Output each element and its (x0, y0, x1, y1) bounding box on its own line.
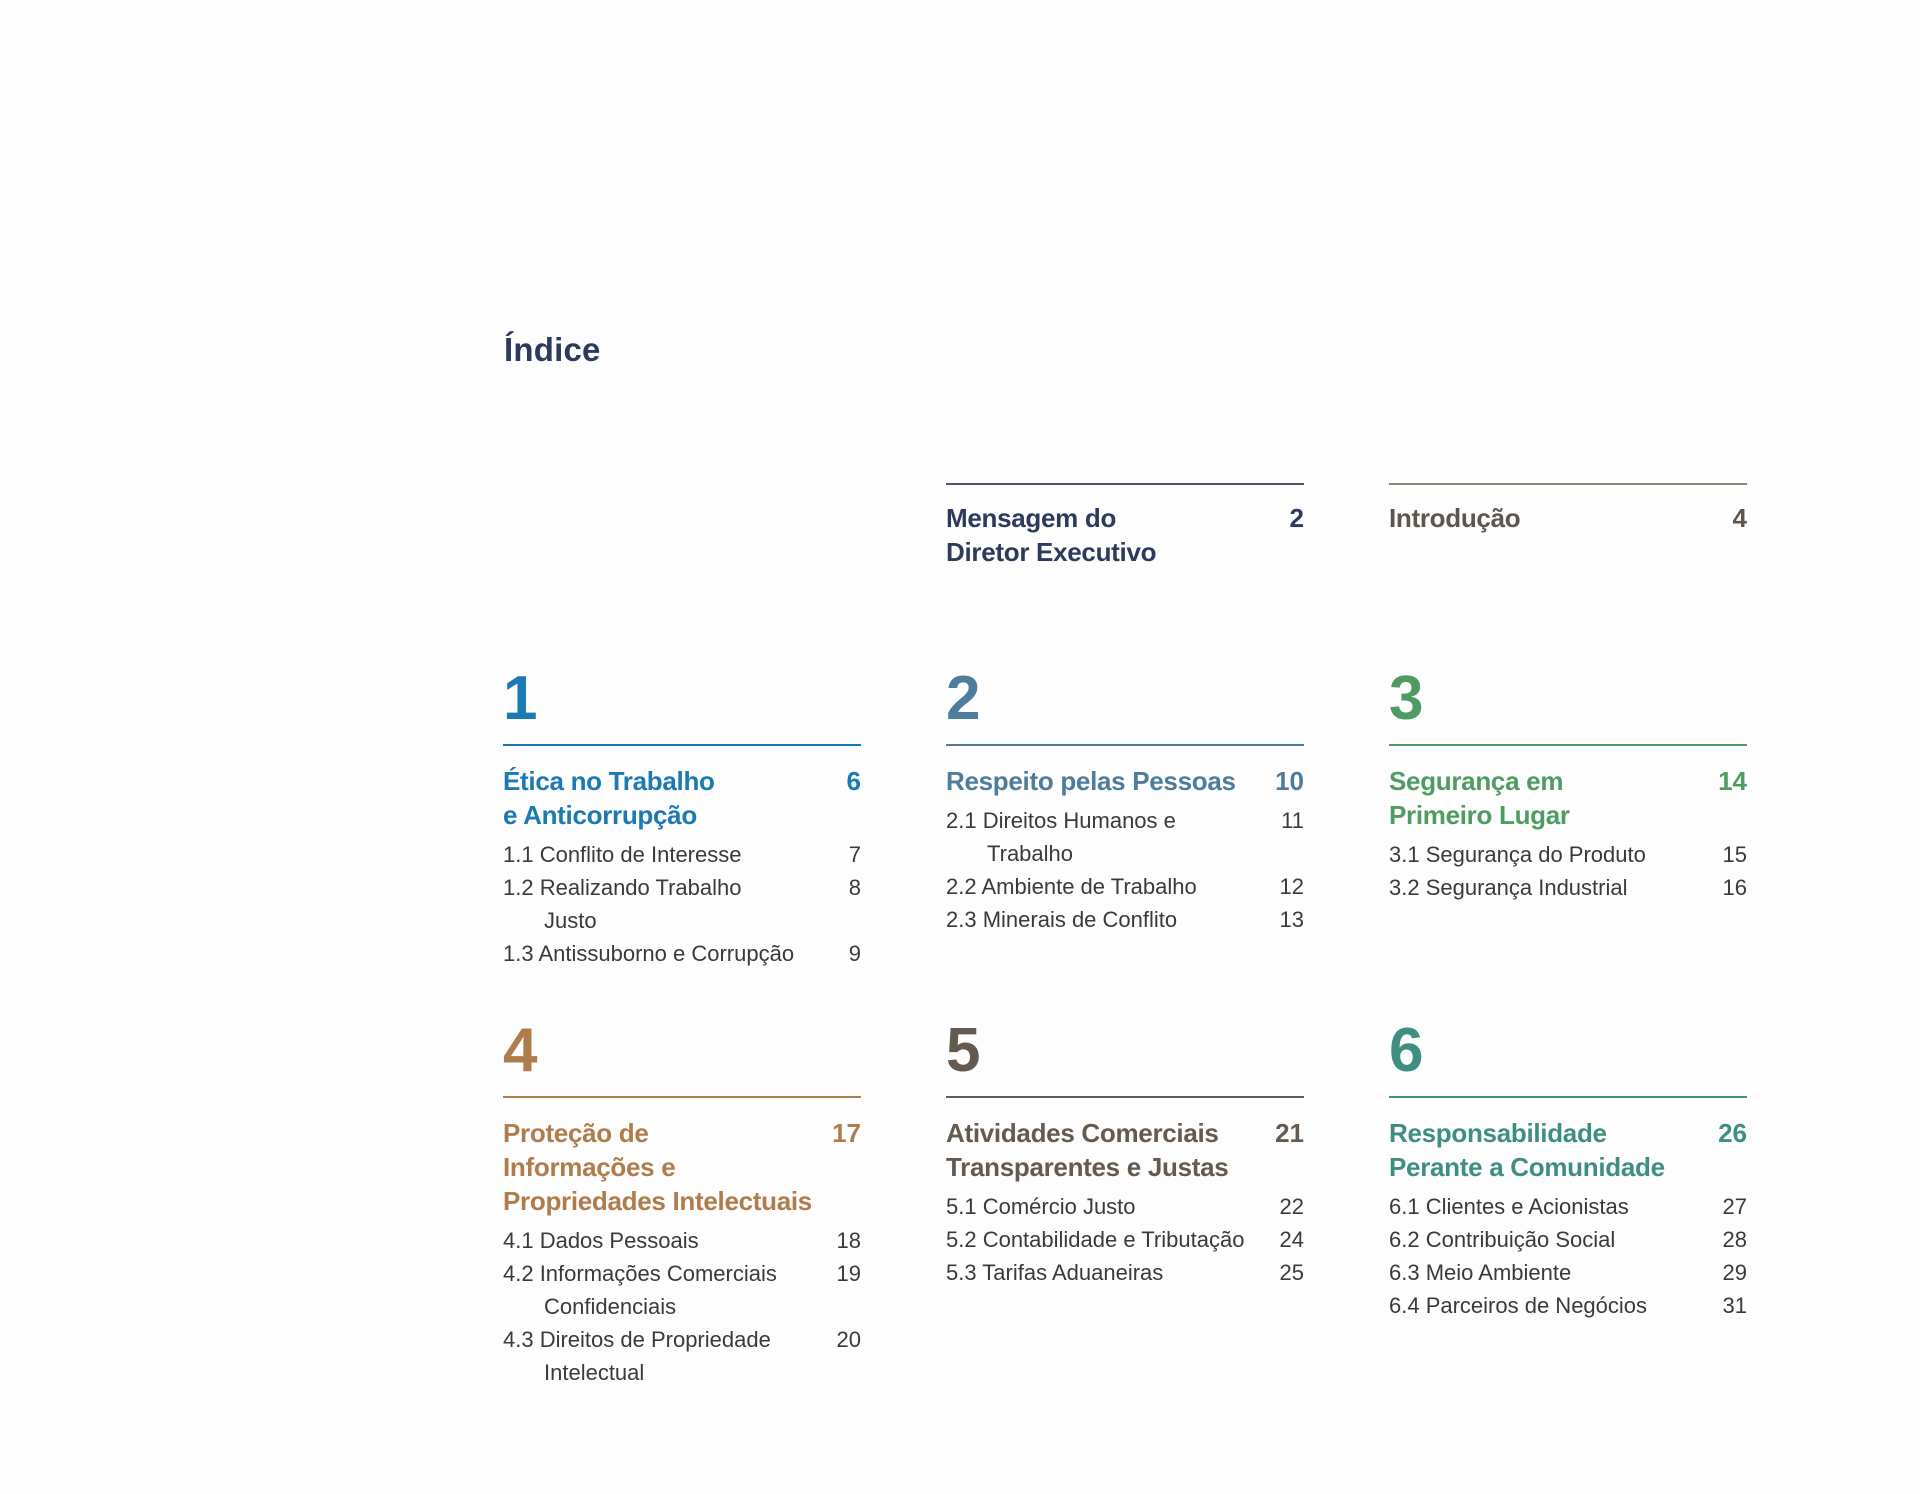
toc-item-title: 2.3 Minerais de Conflito (946, 907, 1178, 932)
toc-section-1 (503, 664, 861, 970)
section-title: Informações e (503, 1152, 676, 1182)
toc-section-6 (1389, 1016, 1747, 1322)
toc-item-page-number: 29 (1722, 1260, 1747, 1285)
entry-title: Diretor Executivo (946, 537, 1157, 567)
toc-item-page-number: 20 (836, 1327, 861, 1352)
toc-item-page-number: 31 (1722, 1293, 1747, 1318)
toc-item-title: Trabalho (987, 841, 1074, 866)
toc-item-title: Justo (544, 908, 597, 933)
section-title: Ética no Trabalho (503, 766, 715, 796)
section-rule (503, 744, 861, 746)
section-items (946, 804, 1304, 936)
toc-item-page-number: 7 (848, 842, 861, 867)
toc-item[interactable] (503, 937, 861, 970)
toc-item-title: 6.3 Meio Ambiente (1389, 1260, 1572, 1285)
section-title: Segurança em (1389, 766, 1564, 796)
toc-item-title: 5.3 Tarifas Aduaneiras (946, 1260, 1164, 1285)
section-items (1389, 1190, 1747, 1322)
toc-item-page-number: 12 (1279, 874, 1304, 899)
section-title: Transparentes e Justas (946, 1152, 1229, 1182)
toc-item-title: 2.2 Ambiente de Trabalho (946, 874, 1197, 899)
toc-item[interactable] (946, 1223, 1304, 1256)
toc-section-5 (946, 1016, 1304, 1289)
section-number: 6 (1389, 1016, 1424, 1085)
section-title: Primeiro Lugar (1389, 800, 1570, 830)
toc-item-page-number: 16 (1722, 875, 1747, 900)
section-number: 5 (946, 1016, 981, 1085)
section-title-link[interactable] (1389, 764, 1747, 832)
toc-item[interactable] (503, 1257, 861, 1323)
section-number: 3 (1389, 664, 1424, 733)
section-title: Responsabilidade (1389, 1118, 1607, 1148)
entry-title: Mensagem do (946, 503, 1117, 533)
section-items (1389, 838, 1747, 904)
section-items (503, 838, 861, 970)
toc-item[interactable] (1389, 871, 1747, 904)
toc-item-page-number: 15 (1722, 842, 1747, 867)
toc-item[interactable] (946, 1190, 1304, 1223)
toc-item[interactable] (1389, 838, 1747, 871)
section-rule (503, 1096, 861, 1098)
toc-item-title: 4.2 Informações Comerciais (503, 1261, 777, 1286)
section-title: Perante a Comunidade (1389, 1152, 1665, 1182)
toc-item-title: 5.1 Comércio Justo (946, 1194, 1136, 1219)
section-page-number: 6 (846, 766, 861, 796)
toc-item-page-number: 27 (1722, 1194, 1747, 1219)
section-number: 1 (503, 664, 538, 733)
toc-item-title: 6.2 Contribuição Social (1389, 1227, 1616, 1252)
toc-item-page-number: 8 (848, 875, 861, 900)
toc-item-title: Intelectual (544, 1360, 645, 1385)
toc-item[interactable] (503, 1323, 861, 1389)
section-items (946, 1190, 1304, 1289)
toc-item[interactable] (1389, 1256, 1747, 1289)
toc-item[interactable] (946, 870, 1304, 903)
section-title-link[interactable] (1389, 1116, 1747, 1184)
toc-item-title: Confidenciais (544, 1294, 677, 1319)
toc-item-page-number: 22 (1279, 1194, 1304, 1219)
section-number: 4 (503, 1016, 538, 1085)
toc-item-page-number: 28 (1722, 1227, 1747, 1252)
toc-item-page-number: 25 (1279, 1260, 1304, 1285)
toc-section-3 (1389, 664, 1747, 904)
section-title: e Anticorrupção (503, 800, 697, 830)
toc-item-page-number: 19 (836, 1261, 861, 1286)
entry-page-number: 2 (1289, 503, 1304, 533)
toc-item[interactable] (1389, 1190, 1747, 1223)
toc-item-page-number: 13 (1279, 907, 1304, 932)
toc-item-title: 2.1 Direitos Humanos e (946, 808, 1176, 833)
toc-item[interactable] (503, 871, 861, 937)
toc-item[interactable] (1389, 1289, 1747, 1322)
toc-item[interactable] (946, 804, 1304, 870)
toc-item-title: 4.1 Dados Pessoais (503, 1228, 699, 1253)
entry-rule (946, 483, 1304, 485)
toc-item[interactable] (946, 1256, 1304, 1289)
section-title-link[interactable] (946, 764, 1304, 798)
section-title-link[interactable] (503, 1116, 861, 1218)
section-rule (946, 744, 1304, 746)
entry-page-number: 4 (1732, 503, 1747, 533)
section-items (503, 1224, 861, 1389)
toc-section-4 (503, 1016, 861, 1389)
section-page-number: 21 (1275, 1118, 1304, 1148)
section-page-number: 14 (1718, 766, 1747, 796)
toc-item-title: 4.3 Direitos de Propriedade (503, 1327, 771, 1352)
section-title: Atividades Comerciais (946, 1118, 1219, 1148)
toc-entry-introducao (1389, 483, 1747, 535)
section-title: Propriedades Intelectuais (503, 1186, 812, 1216)
toc-item-title: 1.3 Antissuborno e Corrupção (503, 941, 795, 966)
toc-item[interactable] (503, 838, 861, 871)
toc-item-title: 6.1 Clientes e Acionistas (1389, 1194, 1629, 1219)
toc-item-title: 1.2 Realizando Trabalho (503, 875, 742, 900)
entry-title: Introdução (1389, 503, 1521, 533)
section-page-number: 10 (1275, 766, 1304, 796)
section-title-link[interactable] (503, 764, 861, 832)
section-title-link[interactable] (946, 1116, 1304, 1184)
page-title: Índice (504, 331, 601, 368)
toc-item-title: 3.1 Segurança do Produto (1389, 842, 1646, 867)
section-rule (946, 1096, 1304, 1098)
toc-entry-mensagem-do-diretor-executivo (946, 483, 1304, 569)
entry-rule (1389, 483, 1747, 485)
toc-item-page-number: 18 (836, 1228, 861, 1253)
toc-item-page-number: 9 (848, 941, 861, 966)
toc-entry-link[interactable] (946, 501, 1304, 569)
section-rule (1389, 1096, 1747, 1098)
toc-item[interactable] (1389, 1223, 1747, 1256)
toc-item[interactable] (503, 1224, 861, 1257)
section-page-number: 26 (1718, 1118, 1747, 1148)
toc-item-title: 5.2 Contabilidade e Tributação (946, 1227, 1245, 1252)
toc-item-title: 6.4 Parceiros de Negócios (1389, 1293, 1648, 1318)
toc-item[interactable] (946, 903, 1304, 936)
section-number: 2 (946, 664, 981, 733)
section-rule (1389, 744, 1747, 746)
section-title: Proteção de (503, 1118, 649, 1148)
toc-item-title: 3.2 Segurança Industrial (1389, 875, 1628, 900)
toc-item-page-number: 11 (1281, 808, 1304, 833)
toc-item-page-number: 24 (1279, 1227, 1304, 1252)
section-title: Respeito pelas Pessoas (946, 766, 1236, 796)
section-page-number: 17 (832, 1118, 861, 1148)
toc-section-2 (946, 664, 1304, 936)
toc-entry-link[interactable] (1389, 501, 1747, 535)
toc-item-title: 1.1 Conflito de Interesse (503, 842, 742, 867)
